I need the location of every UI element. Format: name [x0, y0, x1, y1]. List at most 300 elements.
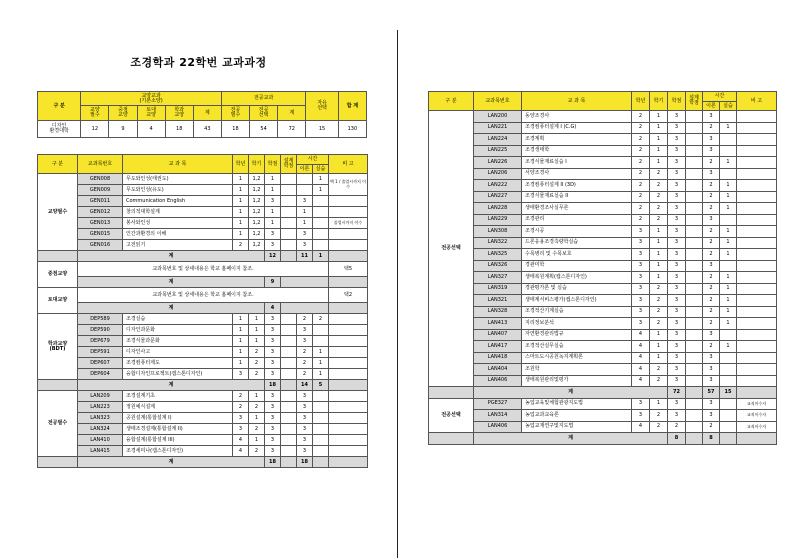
practice-hours — [720, 410, 737, 422]
year: 2 — [632, 145, 650, 157]
year: 3 — [233, 369, 249, 380]
credit: 3 — [668, 237, 686, 249]
course-code: DEP679 — [78, 336, 123, 347]
summary-subheader: 교양 필수 — [81, 106, 109, 121]
course-code: GEN013 — [78, 218, 123, 229]
remark — [737, 260, 777, 272]
semester: 2 — [650, 318, 668, 330]
design-credit — [686, 237, 703, 249]
theory-hours: 2 — [703, 203, 720, 215]
table-row — [38, 446, 368, 457]
total-design — [281, 251, 297, 262]
design-credit — [686, 283, 703, 295]
semester: 2 — [650, 203, 668, 215]
design-credit — [281, 424, 297, 435]
course-name: 생태환경조사실무론 — [522, 203, 632, 215]
summary-value: 15 — [306, 121, 338, 138]
theory-hours: 2 — [703, 306, 720, 318]
year: 1 — [233, 207, 249, 218]
design-credit — [686, 122, 703, 134]
course-code: LAN319 — [474, 283, 522, 295]
theory-hours: 2 — [297, 358, 313, 369]
year: 3 — [632, 260, 650, 272]
credit: 3 — [668, 145, 686, 157]
design-credit — [686, 260, 703, 272]
remark — [329, 446, 368, 457]
header-year: 학년 — [233, 155, 249, 174]
credit: 3 — [265, 336, 281, 347]
course-code: LAN417 — [474, 341, 522, 353]
theory-hours: 3 — [703, 375, 720, 387]
design-credit — [686, 214, 703, 226]
year: 4 — [632, 421, 650, 433]
design-credit — [281, 413, 297, 424]
design-credit — [281, 185, 297, 196]
table-row — [38, 402, 368, 413]
practice-hours: 1 — [720, 341, 737, 353]
header-code: 교과목번호 — [78, 155, 123, 174]
credit: 3 — [265, 358, 281, 369]
year: 2 — [233, 391, 249, 402]
design-credit — [281, 325, 297, 336]
remark — [737, 168, 777, 180]
remark — [329, 325, 368, 336]
practice-hours — [313, 229, 329, 240]
course-name: 공원설계(통합설계 I) — [123, 413, 233, 424]
remark — [737, 295, 777, 307]
course-name: 조경식물재료실습 II — [522, 191, 632, 203]
theory-hours — [297, 185, 313, 196]
year: 1 — [233, 314, 249, 325]
semester: 1 — [650, 226, 668, 238]
year: 4 — [233, 435, 249, 446]
semester: 2 — [249, 369, 265, 380]
course-name: 조경설계기초 — [123, 391, 233, 402]
theory-hours: 1 — [297, 207, 313, 218]
design-credit — [686, 111, 703, 123]
table-row — [429, 364, 777, 376]
theory-hours: 3 — [703, 134, 720, 146]
credit: 3 — [668, 203, 686, 215]
table-row — [38, 185, 368, 196]
remark — [737, 203, 777, 215]
table-row — [429, 329, 777, 341]
practice-hours — [720, 145, 737, 157]
course-name: 창의적대학설계 — [123, 207, 233, 218]
summary-value: 4 — [137, 121, 165, 138]
credit: 1 — [265, 185, 281, 196]
course-code: GEN016 — [78, 240, 123, 251]
semester: 2 — [249, 347, 265, 358]
semester: 1 — [650, 329, 668, 341]
practice-hours — [313, 336, 329, 347]
course-code: LAN326 — [474, 260, 522, 272]
table-row — [429, 111, 777, 123]
practice-hours: 1 — [720, 237, 737, 249]
design-credit — [686, 410, 703, 422]
year: 1 — [233, 218, 249, 229]
header-credit: 학점 — [668, 92, 686, 111]
theory-hours: 2 — [297, 314, 313, 325]
table-row — [38, 347, 368, 358]
remark — [329, 229, 368, 240]
semester: 2 — [249, 424, 265, 435]
year: 4 — [632, 329, 650, 341]
summary-header-liberal: 교양교과 (기본소양) — [81, 92, 222, 106]
course-name: 조경생태학 — [522, 145, 632, 157]
credit: 3 — [668, 180, 686, 192]
credit: 3 — [668, 111, 686, 123]
theory-hours: 3 — [297, 391, 313, 402]
theory-hours: 2 — [297, 347, 313, 358]
semester: 1 — [650, 134, 668, 146]
course-name: 융합설계(통합설계 III) — [123, 435, 233, 446]
summary-table — [37, 91, 367, 138]
course-name: 조경식물재료실습 I — [522, 157, 632, 169]
design-credit — [686, 421, 703, 433]
semester: 1 — [249, 336, 265, 347]
design-credit — [281, 240, 297, 251]
total-label: 계 — [78, 457, 265, 468]
section-label: 중점교양 — [38, 262, 78, 288]
year: 3 — [632, 226, 650, 238]
design-credit — [281, 174, 297, 185]
total-practice — [313, 457, 329, 468]
theory-hours: 3 — [703, 145, 720, 157]
year: 3 — [632, 410, 650, 422]
theory-hours: 2 — [703, 421, 720, 433]
credit: 1 — [265, 218, 281, 229]
year: 2 — [632, 111, 650, 123]
course-name: 봉사와인성 — [123, 218, 233, 229]
course-name: 무도와인성(유도) — [123, 185, 233, 196]
table-row — [38, 218, 368, 229]
semester: 1 — [249, 391, 265, 402]
summary-value: 54 — [250, 121, 278, 138]
year: 3 — [632, 398, 650, 410]
course-code: LAN407 — [474, 329, 522, 341]
theory-hours: 3 — [703, 168, 720, 180]
credit: 3 — [265, 413, 281, 424]
course-code: LAN206 — [474, 168, 522, 180]
table-row — [429, 157, 777, 169]
design-credit — [686, 180, 703, 192]
semester: 1 — [650, 157, 668, 169]
year: 1 — [233, 229, 249, 240]
theory-hours: 2 — [703, 318, 720, 330]
practice-hours: 1 — [720, 180, 737, 192]
course-name: 조경관리 — [522, 214, 632, 226]
total-theory: 14 — [297, 380, 313, 391]
year: 3 — [632, 295, 650, 307]
remark — [737, 341, 777, 353]
design-credit — [686, 134, 703, 146]
remark — [329, 314, 368, 325]
year: 1 — [233, 185, 249, 196]
header-gubun: 구 분 — [38, 155, 78, 174]
year: 1 — [233, 347, 249, 358]
credit: 3 — [668, 410, 686, 422]
table-row — [429, 203, 777, 215]
total-label: 계 — [474, 433, 668, 445]
design-credit — [281, 446, 297, 457]
theory-hours: 3 — [703, 410, 720, 422]
header-theory: 이론 — [297, 165, 313, 174]
semester: 1 — [650, 260, 668, 272]
semester: 1,2 — [249, 229, 265, 240]
credit: 3 — [668, 352, 686, 364]
credit: 3 — [668, 191, 686, 203]
course-code: LAN406 — [474, 421, 522, 433]
course-code: LAN314 — [474, 410, 522, 422]
credit: 3 — [668, 249, 686, 261]
semester: 1 — [650, 249, 668, 261]
total-row — [38, 303, 368, 314]
credit: 3 — [668, 283, 686, 295]
practice-hours — [313, 207, 329, 218]
practice-hours — [720, 260, 737, 272]
remark — [737, 306, 777, 318]
semester: 1,2 — [249, 218, 265, 229]
course-name: 경관평가론 및 실습 — [522, 283, 632, 295]
total-practice: 1 — [313, 251, 329, 262]
practice-hours: 1 — [720, 295, 737, 307]
course-code: LAN227 — [474, 191, 522, 203]
course-code: GEN008 — [78, 174, 123, 185]
credit: 3 — [668, 306, 686, 318]
course-name: 디자인사고 — [123, 347, 233, 358]
total-design — [686, 433, 703, 445]
year: 3 — [632, 272, 650, 284]
practice-hours — [313, 424, 329, 435]
credit: 3 — [668, 168, 686, 180]
course-code: LAN321 — [474, 295, 522, 307]
header-name: 교 과 목 — [522, 92, 632, 111]
practice-hours — [720, 364, 737, 376]
course-name: 농업교과교육론 — [522, 410, 632, 422]
total-practice: 15 — [720, 387, 737, 399]
course-name: 조원학 — [522, 364, 632, 376]
total-label: 계 — [78, 277, 265, 288]
theory-hours: 2 — [703, 283, 720, 295]
header-design: 설계 학점 — [281, 155, 297, 174]
design-credit — [281, 336, 297, 347]
table-row — [38, 369, 368, 380]
semester: 2 — [650, 421, 668, 433]
semester: 1,2 — [249, 207, 265, 218]
practice-hours: 1 — [720, 157, 737, 169]
remark: 택 1 / 졸업시까지 이수 — [329, 174, 368, 196]
course-code: LAN223 — [78, 402, 123, 413]
design-credit — [686, 191, 703, 203]
credit: 2 — [668, 421, 686, 433]
table-row — [38, 240, 368, 251]
course-name: 조경적산기계실습 — [522, 306, 632, 318]
remark — [329, 336, 368, 347]
remark — [737, 134, 777, 146]
total-design — [281, 457, 297, 468]
credit: 3 — [668, 398, 686, 410]
year: 3 — [233, 424, 249, 435]
design-credit — [281, 402, 297, 413]
header-sem: 학기 — [650, 92, 668, 111]
page-title: 조경학과 22학번 교과과정 — [130, 56, 267, 69]
summary-value: 130 — [338, 121, 366, 138]
summary-header-major: 전공교과 — [221, 92, 305, 106]
remark — [737, 145, 777, 157]
remark — [329, 369, 368, 380]
total-theory: 57 — [703, 387, 720, 399]
course-name: 지리정보분석 — [522, 318, 632, 330]
practice-hours — [313, 218, 329, 229]
year: 1 — [233, 358, 249, 369]
total-theory: 8 — [703, 433, 720, 445]
summary-subheader: 학과 교양 — [165, 106, 193, 121]
course-code: LAN221 — [474, 122, 522, 134]
course-name: 조경실습 — [123, 314, 233, 325]
table-row — [429, 341, 777, 353]
summary-header-free: 자유 선택 — [306, 92, 338, 121]
semester: 2 — [650, 180, 668, 192]
table-row — [429, 237, 777, 249]
remark — [329, 391, 368, 402]
total-theory: 11 — [297, 251, 313, 262]
header-code: 교과목번호 — [474, 92, 522, 111]
remark — [737, 272, 777, 284]
year: 4 — [233, 446, 249, 457]
total-label: 계 — [474, 387, 668, 399]
course-name: 조경식물과문화 — [123, 336, 233, 347]
theory-hours: 3 — [703, 398, 720, 410]
year: 1 — [233, 174, 249, 185]
year: 2 — [632, 134, 650, 146]
theory-hours: 2 — [703, 191, 720, 203]
table-row — [429, 375, 777, 387]
theory-hours: 3 — [297, 424, 313, 435]
practice-hours: 1 — [720, 306, 737, 318]
design-credit — [686, 157, 703, 169]
practice-hours: 1 — [720, 249, 737, 261]
course-code: LAN323 — [78, 413, 123, 424]
section-label: 전공선택 — [429, 398, 474, 433]
table-row — [429, 295, 777, 307]
credit: 3 — [668, 122, 686, 134]
design-credit — [686, 352, 703, 364]
summary-subheader: 토대 교양 — [137, 106, 165, 121]
table-row — [38, 435, 368, 446]
theory-hours: 3 — [703, 364, 720, 376]
page-divider — [397, 30, 398, 558]
theory-hours — [297, 174, 313, 185]
header-sem: 학기 — [249, 155, 265, 174]
credit: 3 — [265, 240, 281, 251]
theory-hours: 2 — [703, 237, 720, 249]
course-name: 생태조경설계(통합설계 II) — [123, 424, 233, 435]
credit: 3 — [668, 214, 686, 226]
year: 4 — [632, 352, 650, 364]
remark — [737, 318, 777, 330]
course-code: LAN415 — [78, 446, 123, 457]
theory-hours: 3 — [297, 196, 313, 207]
year: 2 — [632, 168, 650, 180]
year: 3 — [632, 283, 650, 295]
section-note: 교과목번호 및 상세내용은 학교 홈페이지 참조. — [78, 262, 329, 277]
design-credit — [281, 314, 297, 325]
practice-hours — [720, 375, 737, 387]
year: 2 — [233, 402, 249, 413]
design-credit — [686, 398, 703, 410]
course-code: PGE327 — [474, 398, 522, 410]
remark — [737, 329, 777, 341]
design-credit — [686, 318, 703, 330]
table-row — [38, 288, 368, 303]
semester: 2 — [650, 306, 668, 318]
table-row — [429, 272, 777, 284]
summary-row-label: 디자인 환경대학 — [38, 121, 81, 138]
credit: 3 — [668, 318, 686, 330]
theory-hours: 2 — [703, 226, 720, 238]
credit: 3 — [668, 375, 686, 387]
header-credit: 학점 — [265, 155, 281, 174]
course-code: LAN404 — [474, 364, 522, 376]
semester: 2 — [650, 375, 668, 387]
design-credit — [281, 358, 297, 369]
summary-subheader: 계 — [278, 106, 306, 121]
section-note-remark: 택2 — [329, 288, 368, 303]
course-code: LAN222 — [474, 180, 522, 192]
course-name: 고전읽기 — [123, 240, 233, 251]
year: 2 — [632, 203, 650, 215]
remark — [737, 122, 777, 134]
total-label: 계 — [78, 303, 265, 314]
course-name: 조경컴퓨터설계 I (C.G) — [522, 122, 632, 134]
remark — [737, 214, 777, 226]
table-row — [429, 306, 777, 318]
course-code: LAN228 — [474, 203, 522, 215]
credit: 3 — [668, 295, 686, 307]
course-code: GEN012 — [78, 207, 123, 218]
course-name: 조경세미나(캡스톤디자인) — [123, 446, 233, 457]
credit: 3 — [668, 329, 686, 341]
remark — [737, 226, 777, 238]
header-design: 설계 학점 — [686, 92, 703, 111]
total-practice: 5 — [313, 380, 329, 391]
summary-subheader: 전공 필수 — [221, 106, 249, 121]
theory-hours: 2 — [703, 249, 720, 261]
design-credit — [281, 229, 297, 240]
theory-hours: 1 — [297, 218, 313, 229]
semester: 2 — [650, 214, 668, 226]
total-credit: 72 — [668, 387, 686, 399]
course-code: LAN308 — [474, 226, 522, 238]
practice-hours — [720, 214, 737, 226]
credit: 3 — [668, 157, 686, 169]
remark: 교직이수자 — [737, 410, 777, 422]
theory-hours: 3 — [703, 214, 720, 226]
practice-hours — [313, 391, 329, 402]
semester: 1,2 — [249, 196, 265, 207]
practice-hours — [720, 134, 737, 146]
course-code: DEP607 — [78, 358, 123, 369]
table-row — [429, 214, 777, 226]
design-credit — [281, 196, 297, 207]
semester: 1 — [650, 145, 668, 157]
year: 1 — [233, 325, 249, 336]
table-row — [429, 421, 777, 433]
credit: 3 — [668, 260, 686, 272]
table-row — [429, 410, 777, 422]
table-row — [38, 358, 368, 369]
